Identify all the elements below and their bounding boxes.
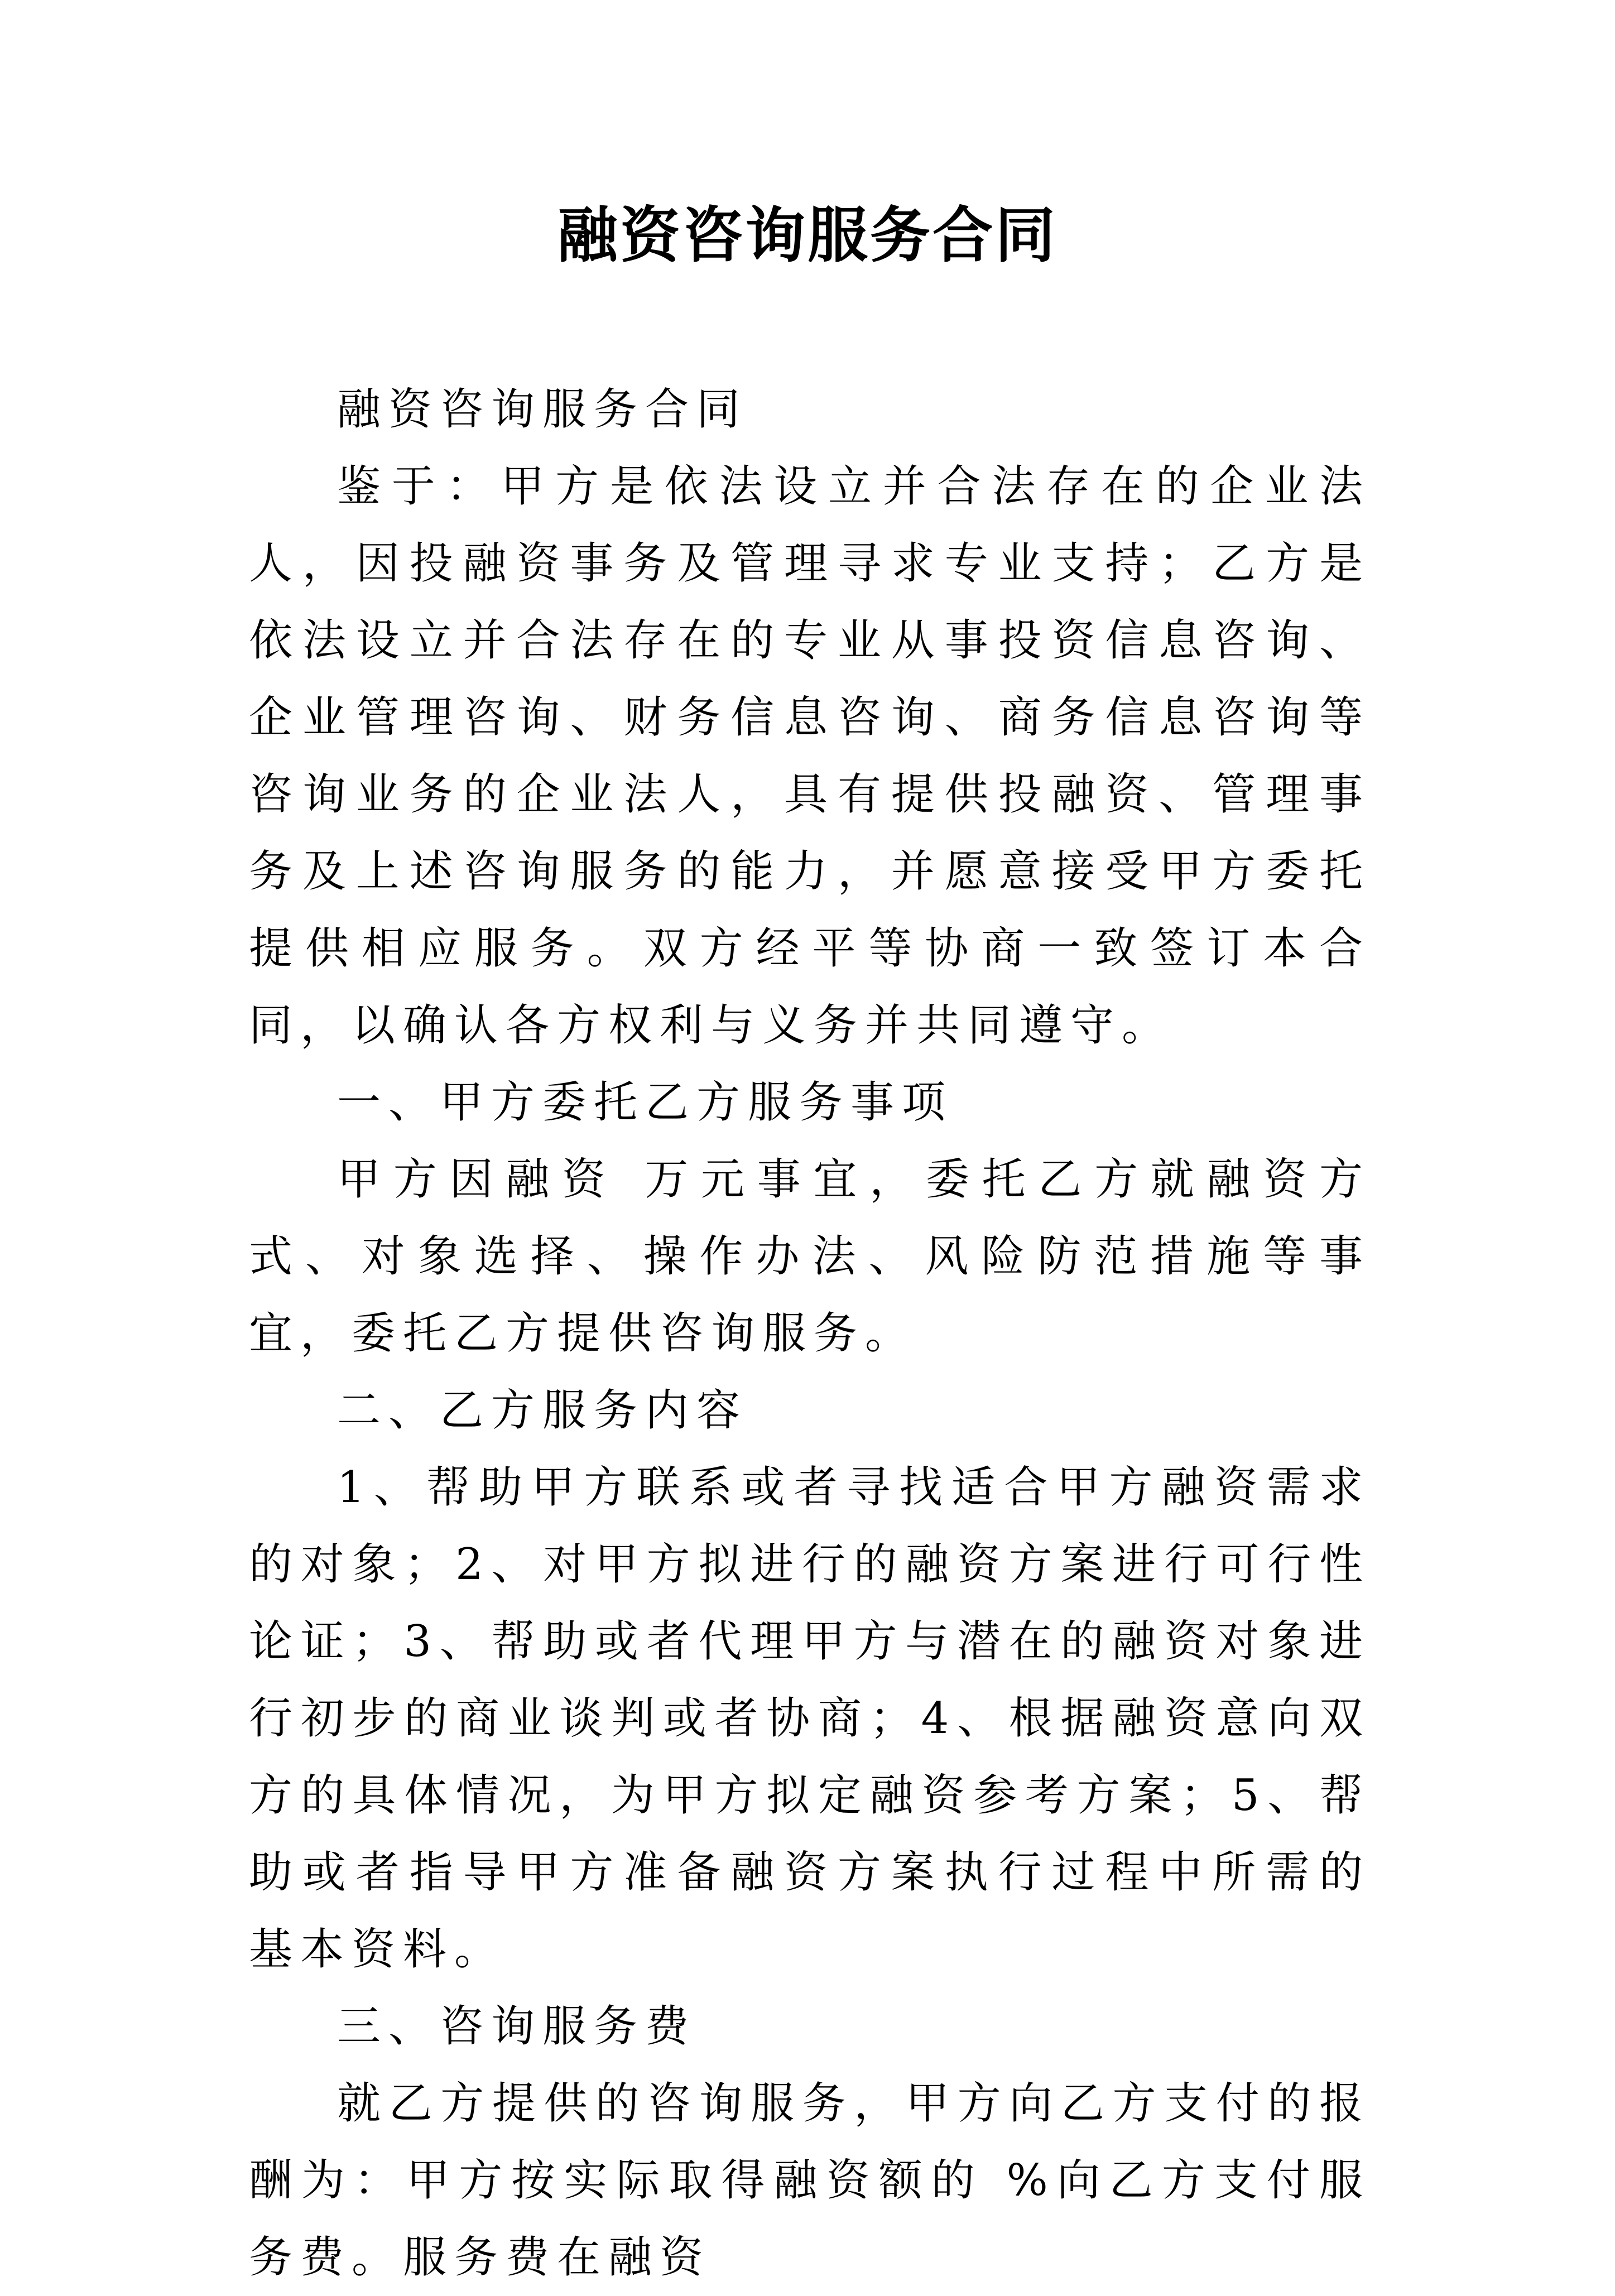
section-heading-1: 一、甲方委托乙方服务事项	[337, 1077, 954, 1128]
section-1-paragraph: 甲方因融资 万元事宜，委托乙方就融资方式、对象选择、操作办法、风险防范措施等事宜，委托乙方提供咨询服务。	[249, 1154, 1371, 1359]
body-paragraph-recital: 鉴于：甲方是依法设立并合法存在的企业法人，因投融资事务及管理寻求专业支持；乙方是依法设立并合法存在的专业从事投资信息咨询、企业管理咨询、财务信息咨询、商务信息咨询等咨询业务的企业法人，具有提供投融资、管理事务及上述咨询服务的能力，并愿意接受甲方委托提供相应服务。双方经平等协商一致签订本合同，以确认各方权利与义务并共同遵守。	[249, 461, 1371, 1051]
section-2-paragraph: 1、帮助甲方联系或者寻找适合甲方融资需求的对象；2、对甲方拟进行的融资方案进行可行性论证；3、帮助或者代理甲方与潜在的融资对象进行初步的商业谈判或者协商；4、根据融资意向双方的具体情况，为甲方拟定融资参考方案；5、帮助或者指导甲方准备融资方案执行过程中所需的基本资料。	[249, 1462, 1371, 1975]
section-heading-2: 二、乙方服务内容	[337, 1385, 748, 1436]
body-paragraph-heading: 融资咨询服务合同	[337, 384, 748, 435]
section-heading-3: 三、咨询服务费	[337, 2001, 697, 2052]
document-title: 融资咨询服务合同	[557, 200, 1058, 271]
document-body	[249, 371, 1371, 2296]
section-3-paragraph: 就乙方提供的咨询服务，甲方向乙方支付的报酬为：甲方按实际取得融资额的 %向乙方支付服务费。服务费在融资	[249, 2078, 1371, 2283]
